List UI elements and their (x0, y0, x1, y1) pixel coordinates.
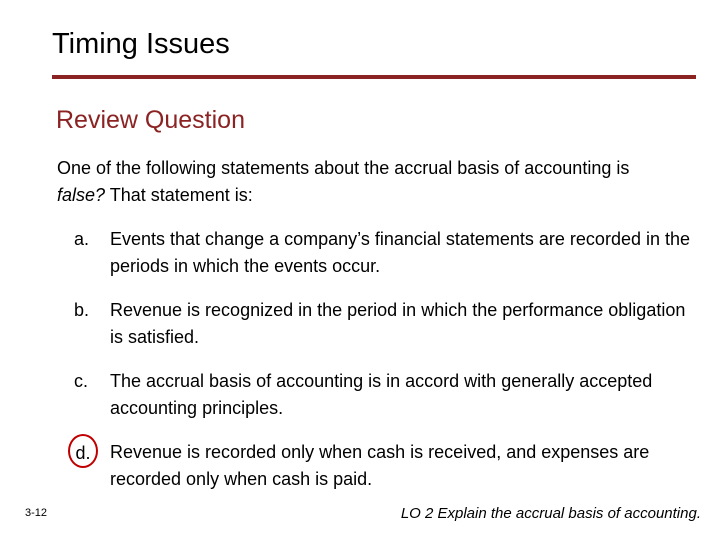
review-heading: Review Question (56, 106, 245, 134)
page-number: 3-12 (25, 507, 48, 519)
title-divider (52, 75, 696, 79)
question-text-part1: One of the following statements about the accrual basis of accounting is (57, 158, 630, 178)
slide-title: Timing Issues (52, 28, 230, 60)
option-d-text: Revenue is recorded only when cash is received, and expenses are recorded only when cash is paid. (110, 442, 650, 489)
question-text (57, 155, 657, 209)
question-text-emphasis: false? (57, 185, 106, 205)
option-c-text: The accrual basis of accounting is in accord with generally accepted accounting principles. (110, 371, 653, 418)
option-d (74, 439, 694, 493)
option-b-text: Revenue is recognized in the period in which the performance obligation is satisfied. (110, 300, 686, 347)
option-a-text: Events that change a company’s financial statements are recorded in the periods in which the events occur. (110, 229, 691, 276)
option-b (74, 297, 694, 351)
option-a-letter: a. (74, 229, 90, 249)
option-a (74, 226, 694, 280)
answer-options (74, 226, 694, 510)
option-b-letter: b. (74, 300, 90, 320)
question-text-part2: That statement is: (105, 185, 253, 205)
learning-objective-footer: LO 2 Explain the accrual basis of accounting. (400, 505, 701, 522)
option-d-letter-circled: d. (68, 434, 98, 468)
option-c-letter: c. (74, 371, 89, 391)
option-c (74, 368, 694, 422)
